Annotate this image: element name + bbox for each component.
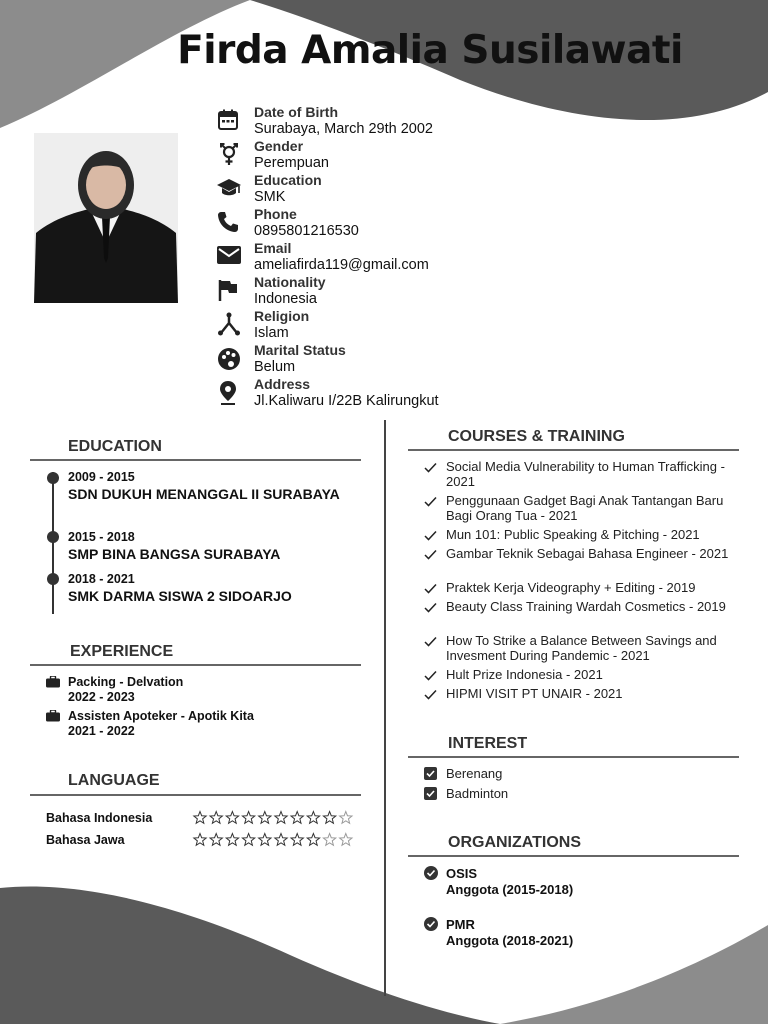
star-icon (291, 812, 303, 824)
star-icon (194, 834, 206, 846)
checkmark-icon (424, 530, 437, 541)
organization-name: PMR (446, 917, 475, 932)
course-label: Hult Prize Indonesia - 2021 (446, 667, 603, 682)
info-label: Address (254, 376, 311, 392)
star-empty-icon (340, 812, 352, 824)
gender-icon (216, 142, 244, 166)
organization-item (424, 866, 724, 897)
checkmark-icon (424, 602, 437, 613)
checkbox-checked-icon (424, 787, 437, 800)
calendar-icon (216, 108, 244, 132)
course-label: Praktek Kerja Videography + Editing - 2019 (446, 580, 696, 595)
info-label: Education (254, 172, 322, 188)
info-label: Date of Birth (254, 104, 338, 120)
language-row (46, 811, 366, 829)
interest-title: INTEREST (448, 735, 528, 752)
briefcase-icon (46, 710, 60, 722)
organization-role: Anggota (2015-2018) (446, 882, 574, 897)
course-item (424, 599, 744, 614)
checkmark-icon (424, 670, 437, 681)
education-title: EDUCATION (68, 438, 162, 455)
check-circle-icon (424, 917, 438, 931)
organization-item (424, 917, 724, 948)
check-circle-icon (424, 866, 438, 880)
checkmark-icon (424, 496, 437, 507)
briefcase-icon (46, 676, 60, 688)
course-item (424, 527, 744, 542)
language-name: Bahasa Indonesia (46, 811, 153, 825)
info-row (216, 206, 516, 240)
info-label: Gender (254, 138, 304, 154)
info-value: ameliafirda119@gmail.com (254, 257, 429, 273)
info-row (216, 308, 516, 342)
course-item (424, 667, 744, 682)
checkbox-checked-icon (424, 767, 437, 780)
info-value: Surabaya, March 29th 2002 (254, 121, 433, 137)
education-item (68, 530, 358, 562)
education-item (68, 572, 358, 604)
checkmark-icon (424, 462, 437, 473)
mail-icon (216, 244, 244, 268)
experience-title: EXPERIENCE (70, 643, 174, 660)
course-label: Gambar Teknik Sebagai Bahasa Engineer - 2021 (446, 546, 729, 561)
education-years: 2009 - 2015 (68, 470, 135, 484)
checkmark-icon (424, 549, 437, 560)
timeline-dot (47, 573, 59, 585)
courses-title: COURSES & TRAINING (448, 428, 625, 445)
course-item (424, 546, 744, 561)
course-label: Mun 101: Public Speaking & Pitching - 2021 (446, 527, 700, 542)
courses-divider (408, 449, 739, 451)
education-item (68, 470, 358, 502)
phone-icon (216, 210, 244, 234)
interest-label: Berenang (446, 766, 503, 781)
course-label: Social Media Vulnerability to Human Trafficking - 2021 (446, 459, 725, 489)
column-divider (384, 420, 386, 996)
info-label: Email (254, 240, 292, 256)
star-icon (242, 834, 254, 846)
merge-icon (216, 312, 244, 336)
info-row (216, 342, 516, 376)
interest-divider (408, 756, 739, 758)
language-row (46, 833, 366, 851)
experience-period: 2021 - 2022 (68, 724, 135, 738)
experience-role: Assisten Apoteker - Apotik Kita (68, 709, 254, 723)
interest-item (424, 766, 624, 784)
education-school: SMK DARMA SISWA 2 SIDOARJO (68, 588, 292, 604)
info-row (216, 274, 516, 308)
course-item (424, 580, 744, 595)
star-half-icon (307, 834, 319, 846)
timeline-dot (47, 531, 59, 543)
language-divider (30, 794, 361, 796)
course-label: HIPMI VISIT PT UNAIR - 2021 (446, 686, 623, 701)
star-icon (210, 812, 222, 824)
organization-role: Anggota (2018-2021) (446, 933, 574, 948)
palette-icon (216, 346, 244, 370)
education-school: SMP BINA BANGSA SURABAYA (68, 546, 281, 562)
bottom-left-wave (0, 887, 500, 1024)
info-row (216, 138, 516, 172)
language-title: LANGUAGE (68, 772, 160, 789)
course-label: How To Strike a Balance Between Savings and Invesment During Pandemic - 2021 (446, 633, 717, 663)
checkmark-icon (424, 689, 437, 700)
checkmark-icon (424, 583, 437, 594)
info-row (216, 104, 516, 138)
organizations-divider (408, 855, 739, 857)
rating-stars (192, 832, 362, 848)
info-value: Indonesia (254, 291, 317, 307)
star-icon (275, 812, 287, 824)
star-icon (291, 834, 303, 846)
education-timeline (52, 472, 54, 614)
education-school: SDN DUKUH MENANGGAL II SURABAYA (68, 486, 340, 502)
info-row (216, 172, 516, 206)
checkmark-icon (424, 636, 437, 647)
course-item (424, 633, 744, 663)
star-icon (226, 834, 238, 846)
star-empty-icon (340, 834, 352, 846)
experience-item (46, 675, 346, 705)
timeline-dot (47, 472, 59, 484)
language-name: Bahasa Jawa (46, 833, 125, 847)
info-row (216, 240, 516, 274)
info-label: Religion (254, 308, 310, 324)
info-value: Islam (254, 325, 289, 341)
location-pin-icon (216, 380, 244, 404)
star-icon (275, 834, 287, 846)
info-row (216, 376, 516, 410)
star-icon (259, 834, 271, 846)
education-divider (30, 459, 361, 461)
star-icon (242, 812, 254, 824)
graduation-cap-icon (216, 176, 244, 200)
info-value: Jl.Kaliwaru I/22B Kalirungkut (254, 393, 439, 409)
info-value: 0895801216530 (254, 223, 359, 239)
star-empty-icon (323, 834, 335, 846)
info-value: Belum (254, 359, 296, 375)
star-icon (226, 812, 238, 824)
info-value: SMK (254, 189, 286, 205)
info-value: Perempuan (254, 155, 329, 171)
star-icon (210, 834, 222, 846)
organizations-title: ORGANIZATIONS (448, 834, 582, 851)
star-half-icon (323, 812, 335, 824)
interest-item (424, 786, 624, 804)
info-label: Marital Status (254, 342, 346, 358)
course-label: Beauty Class Training Wardah Cosmetics - 2019 (446, 599, 726, 614)
education-years: 2015 - 2018 (68, 530, 135, 544)
experience-divider (30, 664, 361, 666)
experience-item (46, 709, 346, 739)
course-item (424, 686, 744, 701)
info-label: Phone (254, 206, 297, 222)
star-icon (194, 812, 206, 824)
rating-stars (192, 810, 362, 826)
star-icon (307, 812, 319, 824)
resume-name: Firda Amalia Susilawati (177, 28, 683, 73)
course-item (424, 459, 744, 489)
course-item (424, 493, 744, 523)
interest-label: Badminton (446, 786, 509, 801)
info-label: Nationality (254, 274, 326, 290)
flag-icon (216, 278, 244, 302)
experience-period: 2022 - 2023 (68, 690, 135, 704)
education-years: 2018 - 2021 (68, 572, 135, 586)
experience-role: Packing - Delvation (68, 675, 184, 689)
organization-name: OSIS (446, 866, 478, 881)
course-label: Penggunaan Gadget Bagi Anak Tantangan Baru Bagi Orang Tua - 2021 (446, 493, 724, 523)
star-icon (259, 812, 271, 824)
profile-photo (34, 133, 178, 303)
